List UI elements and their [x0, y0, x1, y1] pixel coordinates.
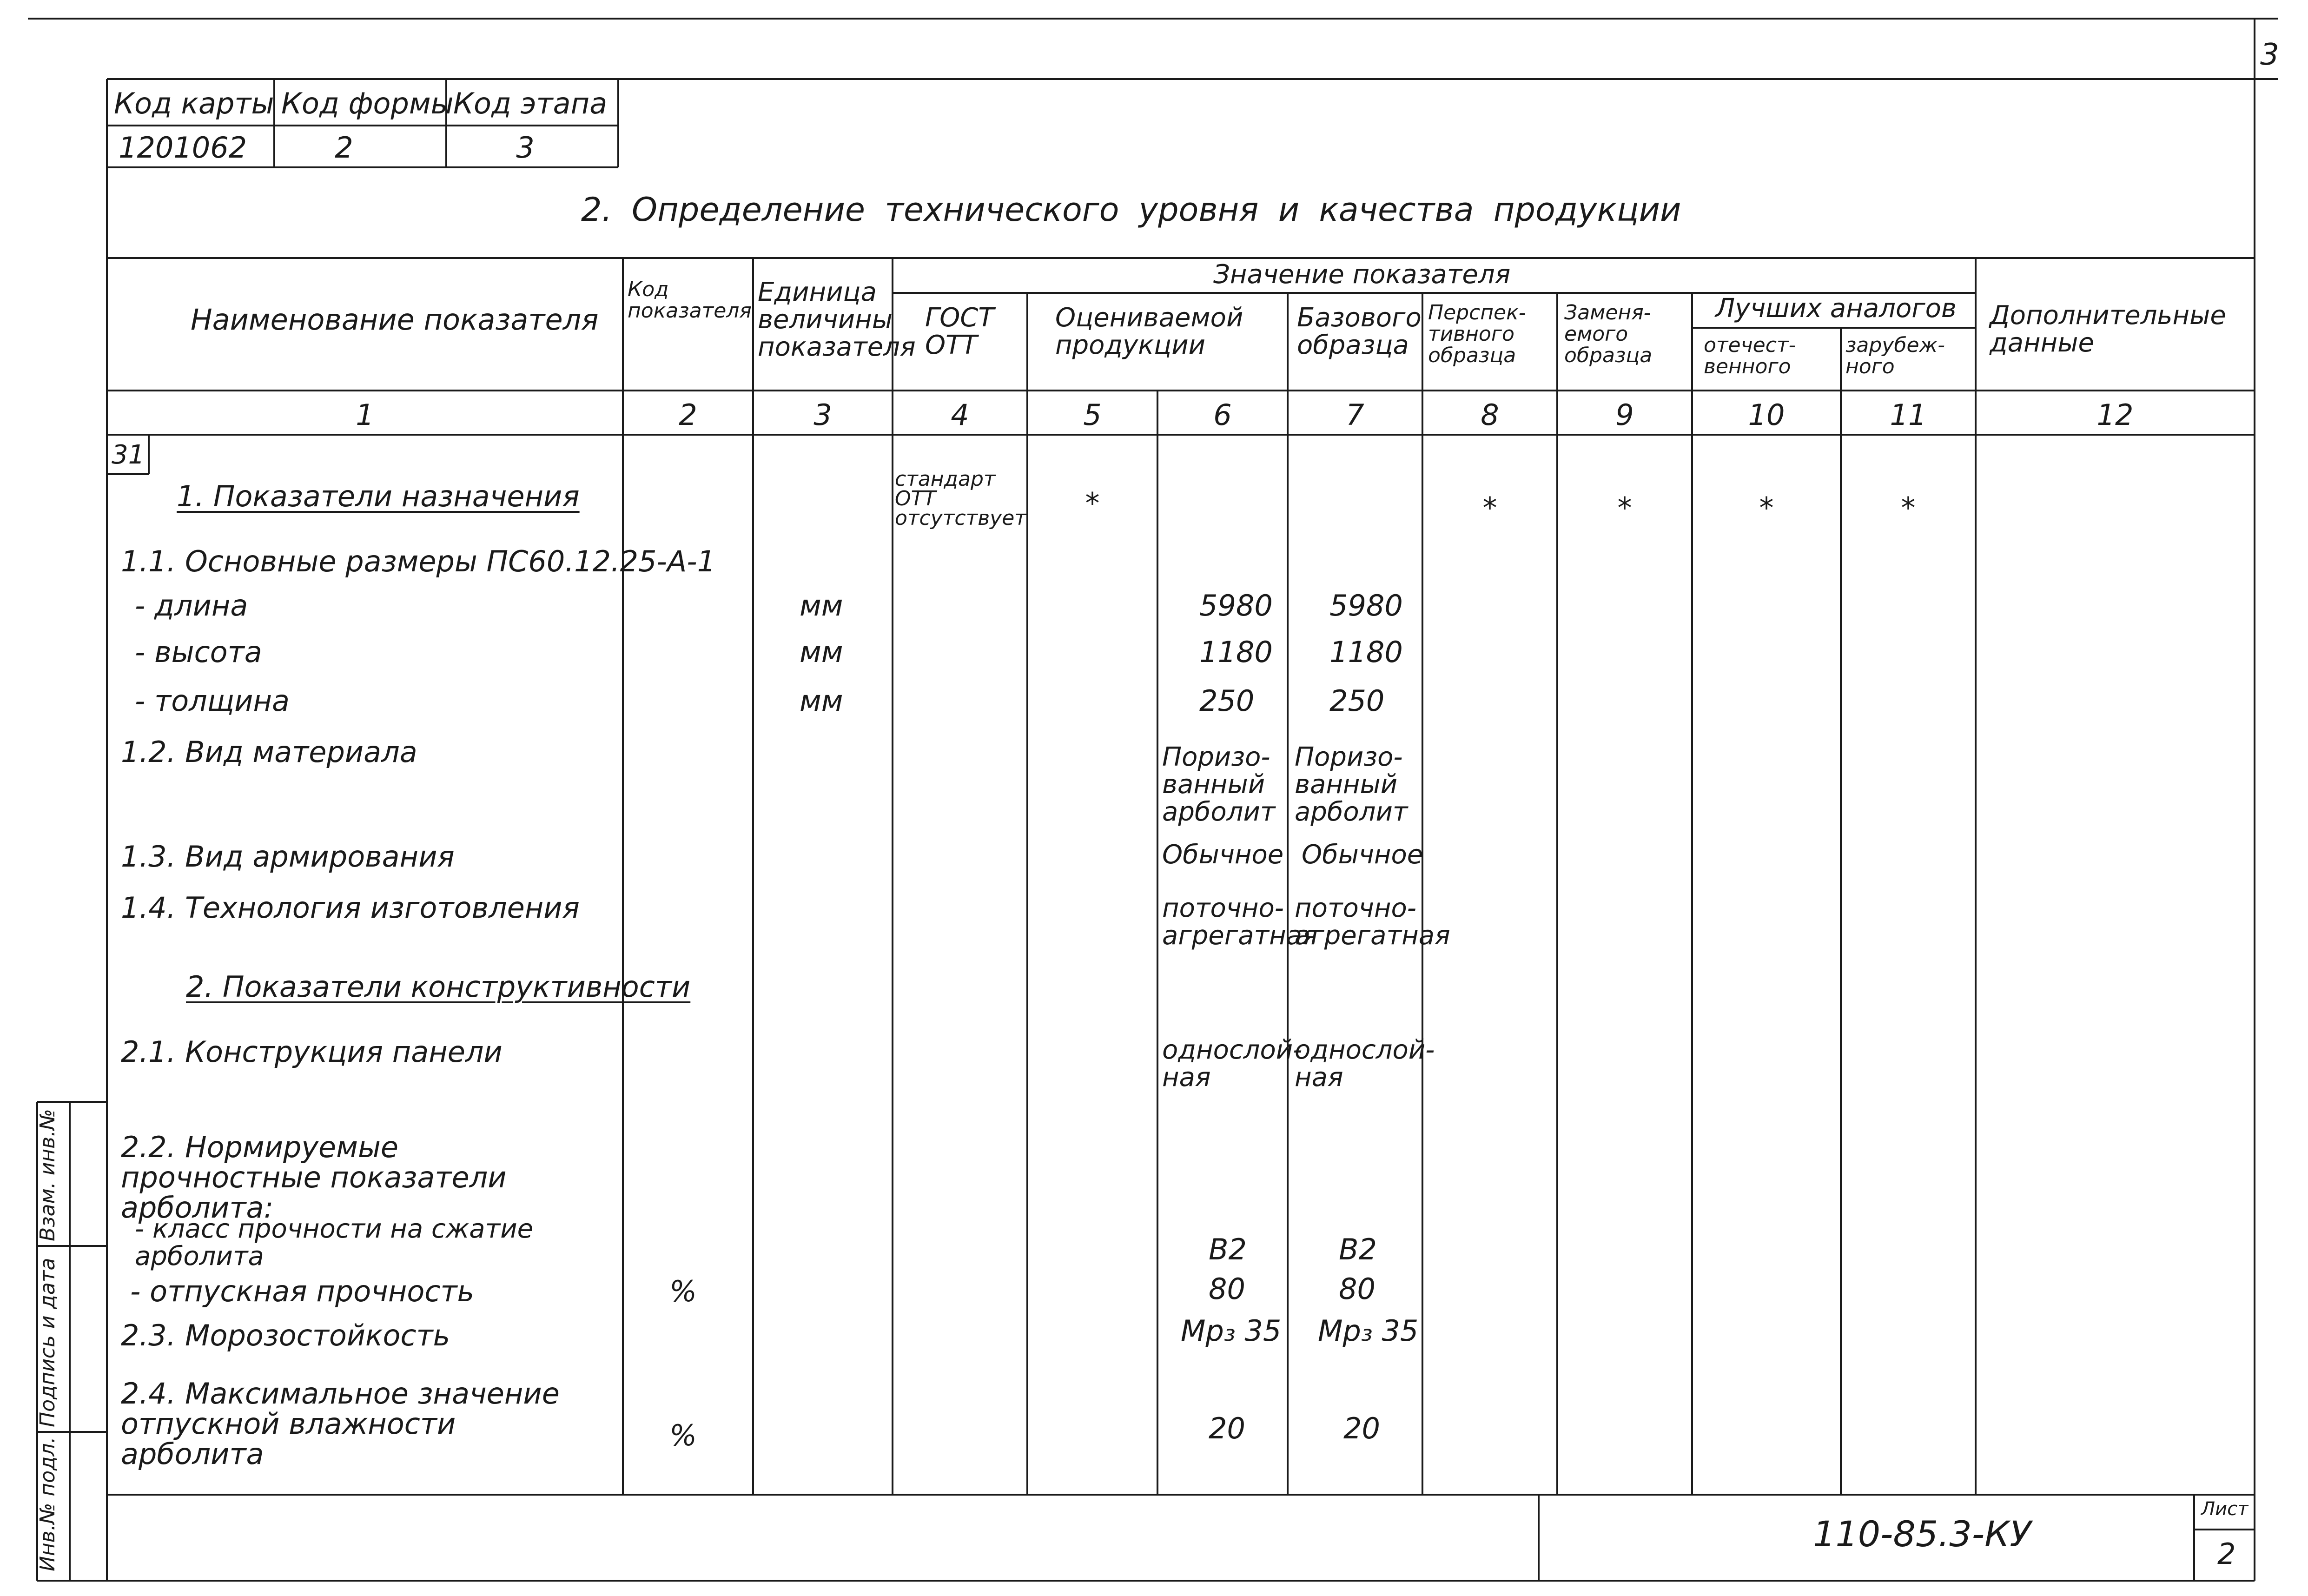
cell-value: 20	[1209, 1411, 1245, 1445]
header-unit: Единица величины показателя	[758, 277, 916, 362]
cell-value: 250	[1199, 684, 1255, 718]
col-number: 10	[1748, 398, 1785, 432]
header-code: Код показателя	[628, 278, 752, 323]
cell-value: 80	[1209, 1272, 1245, 1306]
cell-unit: мм	[800, 589, 843, 623]
side-label: Подпись и дата	[36, 1258, 60, 1427]
cell-asterisk: *	[1759, 491, 1774, 525]
row-name: - толщина	[135, 684, 290, 718]
row-name: - высота	[135, 635, 262, 669]
cell-value: 1180	[1329, 635, 1403, 669]
header-foreign: зарубеж-ного	[1845, 333, 1945, 379]
header-best-group: Лучших аналогов	[1715, 293, 1957, 324]
row-name: - длина	[135, 589, 248, 623]
col-number: 1	[356, 398, 374, 432]
doc-code: 110-85.3-КУ	[1813, 1513, 2031, 1555]
cell-value: Мр₃ 35	[1318, 1314, 1419, 1348]
col-number: 6	[1213, 398, 1232, 432]
row-name: - класс прочности на сжатие арболита	[135, 1214, 534, 1272]
cell-value: Обычное	[1302, 840, 1423, 870]
col-number: 5	[1083, 398, 1102, 432]
cell-value: Поризо-ванный арболит	[1295, 742, 1408, 827]
col-number: 7	[1346, 398, 1364, 432]
col-number: 8	[1481, 398, 1499, 432]
cell-value: 20	[1343, 1411, 1380, 1445]
header-replaced: Заменя-емого образца	[1564, 301, 1653, 368]
cell-code: %	[669, 1418, 697, 1452]
cell-value: поточно-агрегатная	[1295, 893, 1450, 951]
row-name: 2.4. Максимальное значение отпускной влажности арболита	[121, 1377, 560, 1471]
row-name: 2.2. Нормируемые прочностные показатели арболита:	[121, 1130, 507, 1225]
stamp-value-card: 1201062	[119, 131, 247, 165]
header-value-group: Значение показателя	[1213, 259, 1511, 290]
sheet-number: 2	[2217, 1537, 2236, 1571]
col-number: 9	[1615, 398, 1634, 432]
cell-code: %	[669, 1274, 697, 1308]
section-mark: 31	[112, 440, 145, 470]
cell-unit: мм	[800, 684, 843, 718]
header-perspective: Перспек-тивного образца	[1428, 301, 1526, 368]
header-evaluated: Оцениваемой продукции	[1055, 303, 1243, 360]
cell-unit: мм	[800, 635, 843, 669]
row-name: 1.1. Основные размеры ПС60.12.25-А-1	[121, 544, 716, 578]
stamp-value-stage: 3	[516, 131, 535, 165]
row-name: 2.1. Конструкция панели	[121, 1035, 503, 1069]
page-number: 3	[2260, 38, 2279, 72]
cell-value: Поризо-ванный арболит	[1162, 742, 1276, 827]
cell-value: однослой-ная	[1295, 1035, 1435, 1093]
header-domestic: отечест-венного	[1704, 333, 1796, 379]
cell-asterisk: *	[1901, 491, 1916, 525]
section-heading: 2. Показатели конструктивности	[186, 970, 691, 1004]
cell-value: 1180	[1199, 635, 1273, 669]
row-name: 1.3. Вид армирования	[121, 840, 455, 874]
cell-asterisk: *	[1085, 486, 1100, 520]
cell-value: В2	[1339, 1232, 1377, 1266]
stamp-value-form: 2	[335, 131, 353, 165]
row-name: - отпускная прочность	[130, 1274, 475, 1308]
stamp-header-stage: Код этапа	[453, 86, 608, 120]
stamp-header-form: Код формы	[281, 86, 454, 120]
stamp-header-card: Код карты	[114, 86, 274, 120]
cell-value: 250	[1329, 684, 1385, 718]
gost-note: стандарт ОТТ отсутствует	[895, 467, 1026, 530]
header-base: Базового образца	[1297, 303, 1422, 360]
row-name: 1.2. Вид материала	[121, 735, 417, 769]
header-additional: Дополнительные данные	[1990, 300, 2226, 358]
section-heading: 1. Показатели назначения	[177, 479, 580, 513]
col-number: 12	[2096, 398, 2134, 432]
row-name: 1.4. Технология изготовления	[121, 891, 580, 925]
cell-asterisk: *	[1617, 491, 1632, 525]
cell-value: 80	[1339, 1272, 1376, 1306]
row-name: 2.3. Морозостойкость	[121, 1318, 450, 1352]
page-title: 2. Определение технического уровня и качества продукции	[581, 191, 1681, 229]
side-label: Взам. инв.№	[36, 1109, 60, 1241]
cell-value: однослой-ная	[1162, 1035, 1303, 1093]
col-number: 3	[813, 398, 832, 432]
cell-value: 5980	[1199, 589, 1273, 623]
cell-asterisk: *	[1482, 491, 1497, 525]
cell-value: В2	[1209, 1232, 1247, 1266]
cell-value: Обычное	[1162, 840, 1284, 870]
header-name: Наименование показателя	[191, 303, 599, 337]
cell-value: Мр₃ 35	[1181, 1314, 1282, 1348]
col-number: 11	[1890, 398, 1927, 432]
header-gost: ГОСТ ОТТ	[925, 303, 994, 360]
col-number: 2	[679, 398, 697, 432]
sheet-label: Лист	[2201, 1498, 2248, 1520]
cell-value: 5980	[1329, 589, 1403, 623]
side-label: Инв.№ подл.	[36, 1437, 60, 1571]
col-number: 4	[951, 398, 969, 432]
cell-value: поточно-агрегатная	[1162, 893, 1318, 951]
